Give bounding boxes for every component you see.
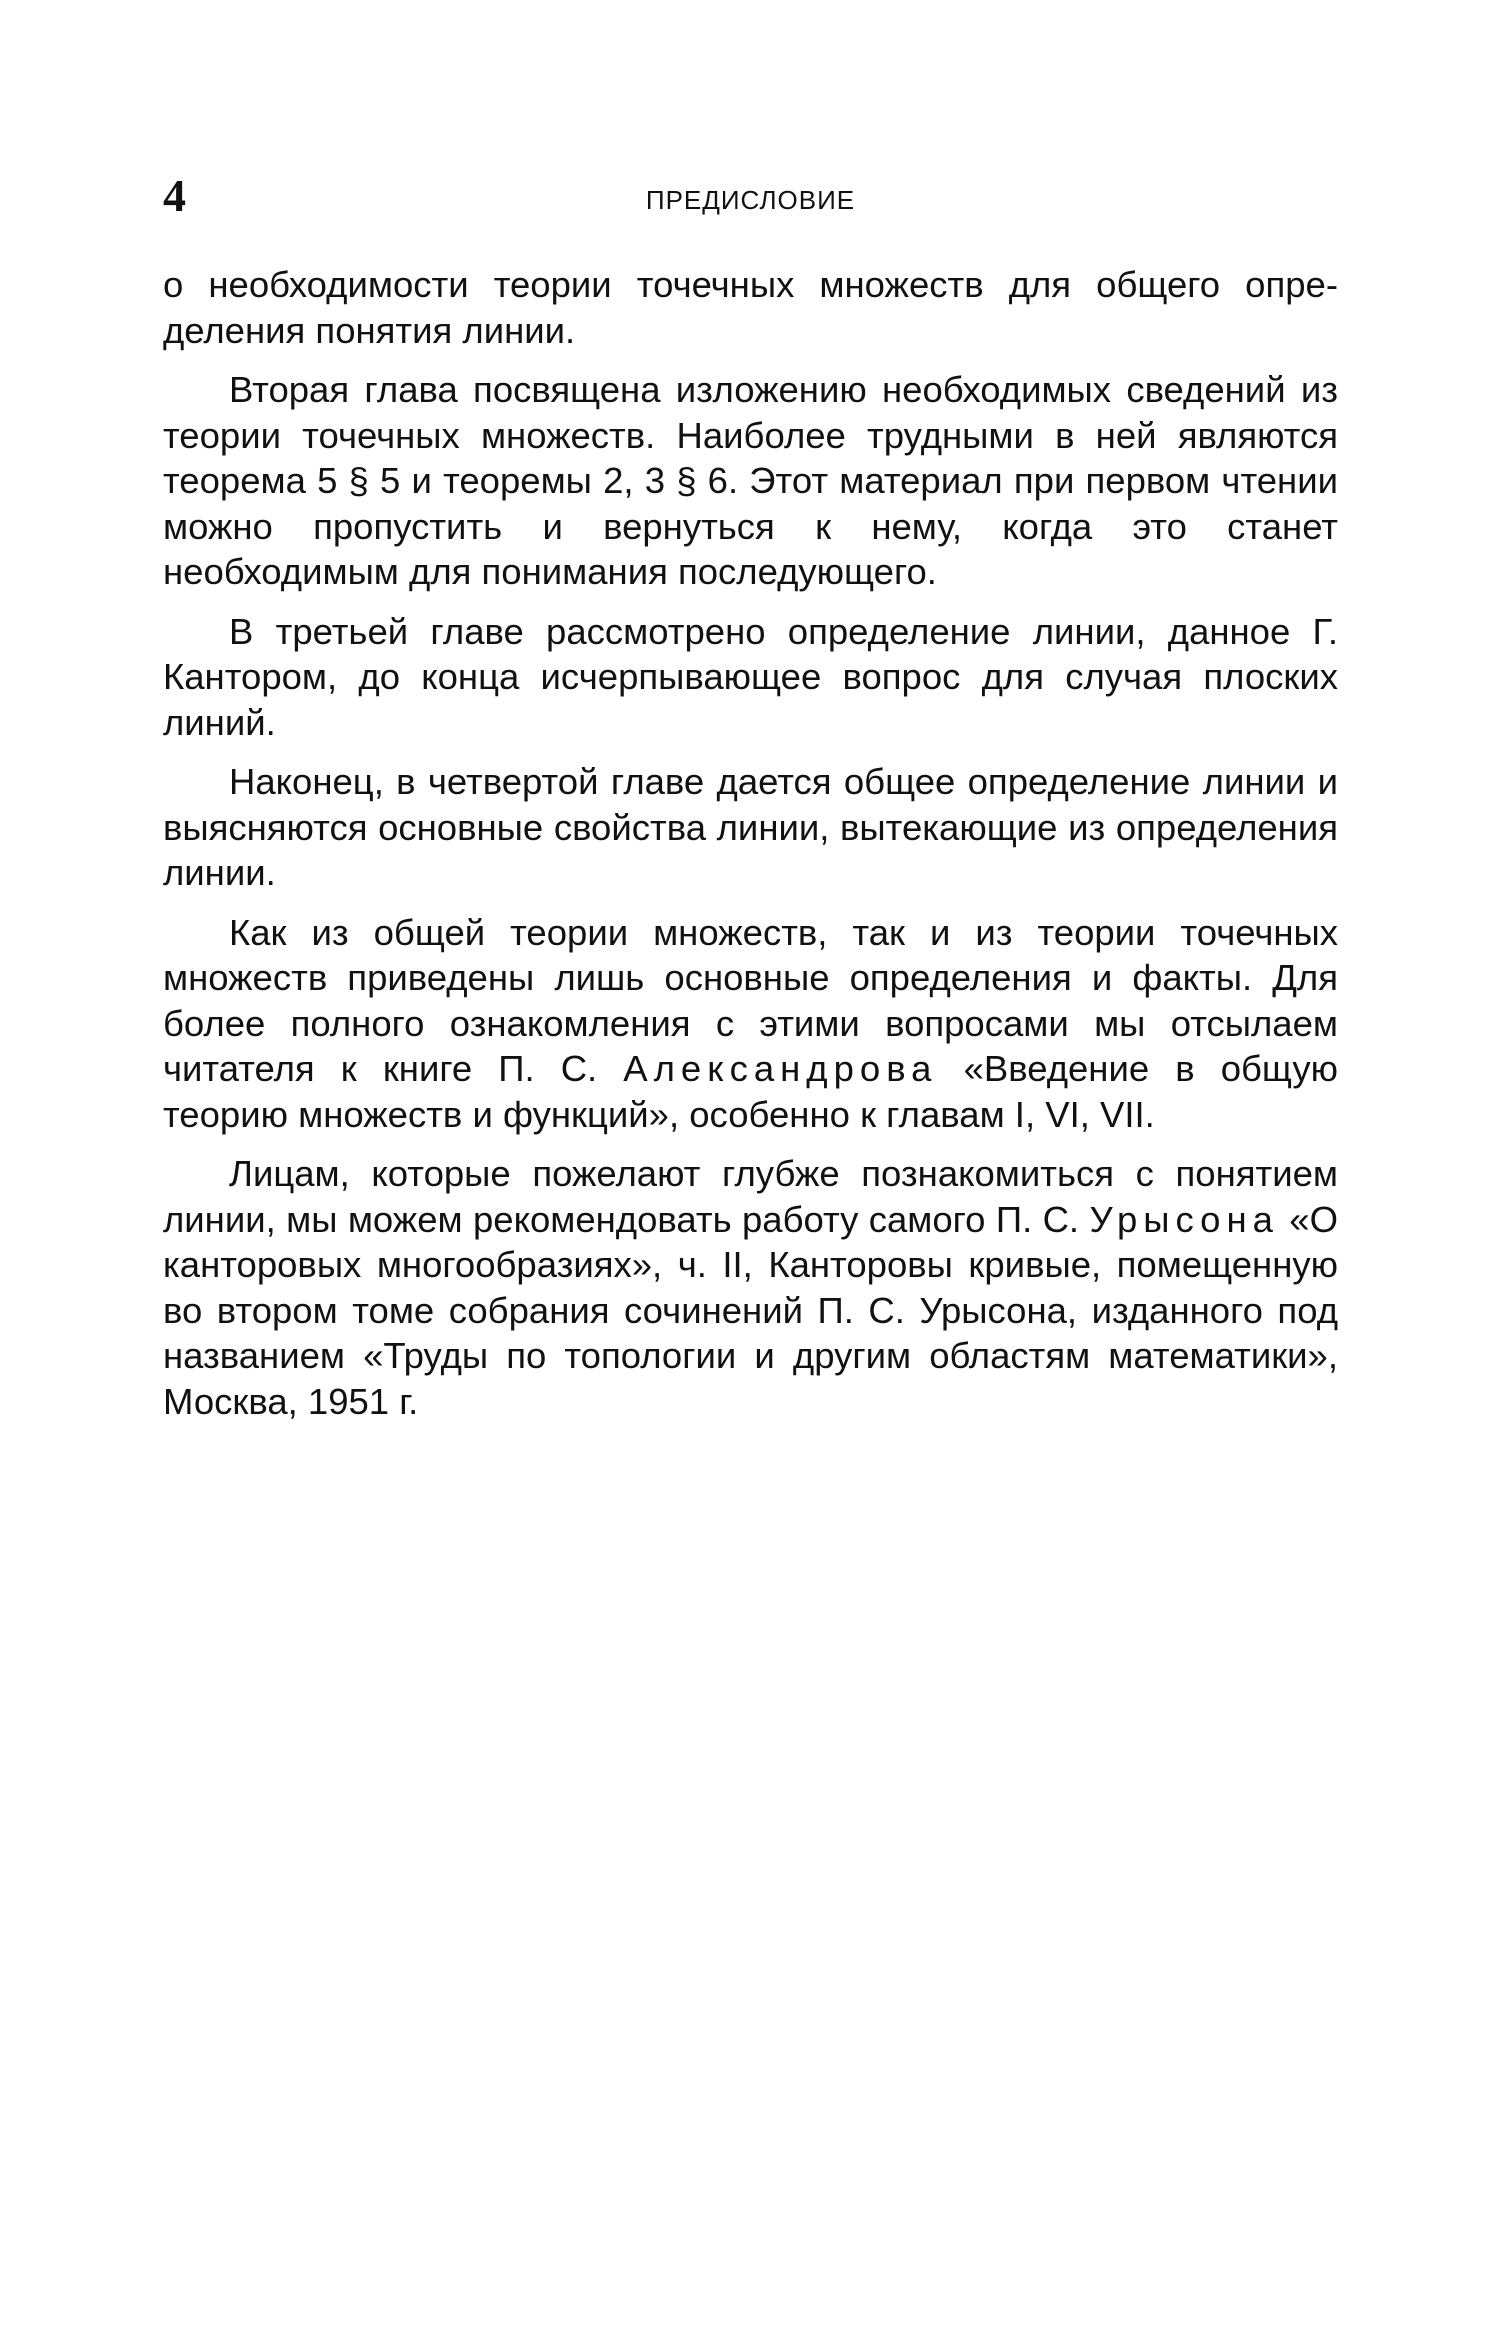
paragraph-6-text-before: Лицам, которые пожелают глубже познакомиться с понятием линии, мы можем рекомендовать работу самого П. С. [163, 1153, 1338, 1240]
page-header [163, 168, 1338, 228]
author-name-aleksandrov: Александрова [623, 1048, 938, 1089]
paragraph-6-text-after: «О канторовых многообразиях», ч. II, Канторовы кривые, помещенную во втором томе собрания сочинений П. С. Урысона, изданного под названием «Труды по топологии и другим областям математики», Москва, 1951 г. [163, 1198, 1338, 1422]
author-name-urysohn: Урысона [1089, 1198, 1279, 1240]
paragraph-3: В третьей главе рассмотрено определение линии, данное Г. Кантором, до конца исчерпывающее вопрос для случая плоских линий. [163, 610, 1338, 743]
paragraph-4: Наконец, в четвертой главе дается общее определение линии и выясняются основные свойства линии, вытекающие из определения линии. [163, 761, 1338, 893]
paragraph-5 [163, 910, 1338, 1138]
paragraph-1: о необходимости теории точечных множеств для общего определения понятия линии. [163, 264, 1338, 351]
running-title: ПРЕДИСЛОВИЕ [645, 185, 856, 215]
paragraph-6 [163, 1151, 1338, 1424]
paragraph-2: Вторая глава посвящена изложению необходимых сведений из теории точечных множеств. Наиболее трудными в ней являются теорема 5 § 5 и теоремы 2, 3 § 6. Этот материал при первом чтении можно пропустить и вернуться к нему, когда это станет необходимым для понимания последующего. [163, 369, 1338, 592]
body-text [163, 262, 1338, 1438]
paragraph-5-text-after: «Введение в общую теорию множеств и функций», особенно к главам I, VI, VII. [163, 1048, 1338, 1135]
paragraph-5-text-before: Как из общей теории множеств, так и из теории точечных множеств приведены лишь основные определения и факты. Для более полного ознакомления с этими вопросами мы отсылаем читателя к книге П. С. [163, 911, 1338, 1089]
page-number: 4 [163, 170, 186, 221]
